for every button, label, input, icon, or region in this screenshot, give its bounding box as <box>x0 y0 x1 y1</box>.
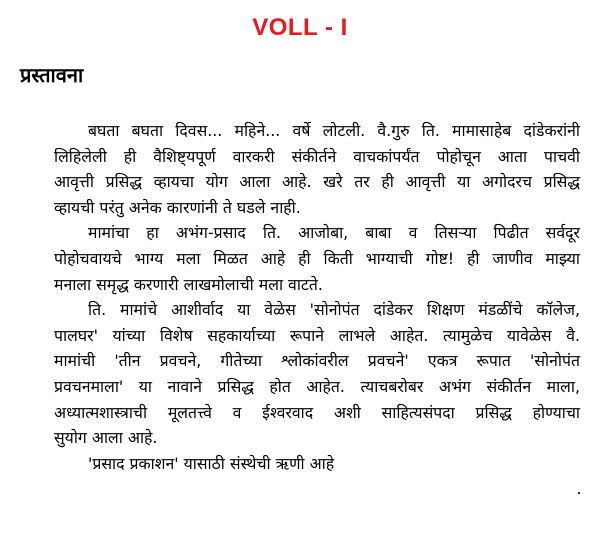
text-line: पालघर' यांच्या विशेष सहकार्याच्या रूपाने लाभले आहेत. त्यामुळेच यावेळेस वै. <box>54 325 580 345</box>
paragraph-3 <box>20 297 580 451</box>
text-line: मनाला समृद्ध करणारी लाखमोलाची मला वाटते. <box>54 274 323 294</box>
volume-header: VOLL - I <box>252 14 348 41</box>
text-line: मामांची 'तीन प्रवचने, गीतेच्या श्लोकांवरील प्रवचने' एकत्र रूपात 'सोनोपंत <box>54 351 580 371</box>
paragraph-1 <box>20 118 580 220</box>
scan-speck <box>578 492 580 494</box>
text-line: प्रवचनमाला' या नावाने प्रसिद्ध होत आहेत. त्याचबरोबर अभंग संकीर्तन माला, <box>54 376 580 396</box>
text-line: बघता बघता दिवस... महिने... वर्षे लोटली. वै.गुरु ति. मामासाहेब दांडेकरांनी <box>88 121 580 140</box>
body-text <box>20 118 580 476</box>
text-line: मामांचा हा अभंग-प्रसाद ति. आजोबा, बाबा व तिसऱ्या पिढीत सर्वदूर <box>88 223 580 243</box>
paragraph-4 <box>20 451 580 477</box>
section-title: प्रस्तावना <box>20 63 84 87</box>
text-line: सुयोग आला आहे. <box>54 428 158 448</box>
text-line: व्हायची परंतु अनेक कारणांनी ते घडले नाही. <box>54 197 301 217</box>
text-line: 'प्रसाद प्रकाशन' यासाठी संस्थेची ऋणी आहे <box>88 453 335 473</box>
text-line: लिहिलेली ही वैशिष्ट्यपूर्ण वारकरी संकीर्तने वाचकांपर्यंत पोहोचून आता पाचवी <box>54 146 580 166</box>
text-line: पोहोचवायचे भाग्य मला मिळत आहे ही किती भाग्याची गोष्ट! ही जाणीव माझ्या <box>54 248 580 268</box>
text-line: ति. मामांचे आशीर्वाद या वेळेस 'सोनोपंत दांडेकर शिक्षण मंडळींचे कॉलेज, <box>88 300 580 320</box>
text-line: अध्यात्मशास्त्राची मूलतत्त्वे व ईश्वरवाद अशी साहित्यसंपदा प्रसिद्ध होण्याचा <box>54 402 580 422</box>
text-line: आवृत्ती प्रसिद्ध व्हायचा योग आला आहे. खरे तर ही आवृत्ती या अगोदरच प्रसिद्ध <box>54 172 580 192</box>
paragraph-2 <box>20 220 580 297</box>
